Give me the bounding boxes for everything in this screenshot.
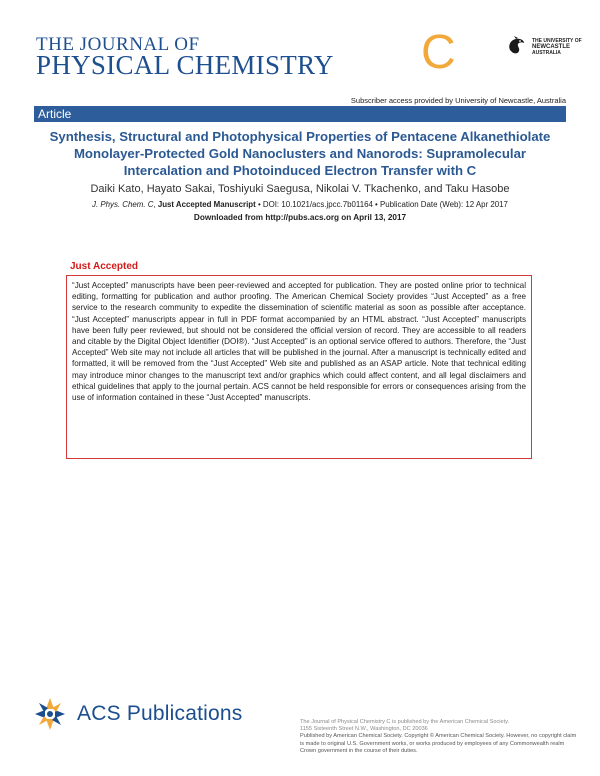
university-line2: NEWCASTLE [532, 44, 570, 50]
footer-line1: The Journal of Physical Chemistry C is published by the American Chemical Society. [300, 719, 510, 725]
just-accepted-text: “Just Accepted” manuscripts have been peer-reviewed and accepted for publication. They are posted online prior to technical editing, formatting for publication and author proofing. The American Chemical Society provides “Just Accepted” as a free service to the research community to expedite the dissemination of scientific material as soon as possible after acceptance. “Just Accepted” manuscripts appear in full in PDF format accompanied by an HTML abstract. “Just Accepted” manuscripts have been fully peer reviewed, but should not be considered the official version of record. They are accessible to all readers and citable by the Digital Object Identifier (DOI®). “Just Accepted” is an optional service offered to authors. Therefore, the “Just Accepted” Web site may not include all articles that will be published in the journal. After a manuscript is technically edited and formatted, it will be removed from the “Just Accepted” Web site and published as an ASAP article. Note that technical editing may introduce minor changes to the manuscript text and/or graphics which could affect content, and all legal disclaimers and ethical guidelines that apply to the journal pertain. ACS cannot be held responsible for errors or consequences arising from the use of information contained in these “Just Accepted” manuscripts. [72, 281, 526, 403]
university-logo [506, 36, 582, 56]
download-note: Downloaded from http://pubs.acs.org on April 13, 2017 [193, 213, 407, 222]
article-title: Synthesis, Structural and Photophysical Properties of Pentacene Alkanethiolate Monolayer-Protected Gold Nanoclusters and Nanorods: Supramolecular Intercalation and Photoinduced Electron Transfer with C [49, 129, 551, 178]
publisher-footer [300, 719, 580, 755]
footer-line2: 1155 Sixteenth Street N.W., Washington, DC 20036 [300, 726, 428, 733]
article-type-label: Article [38, 107, 72, 121]
just-accepted-box [66, 275, 532, 459]
acs-publications-logo [34, 697, 243, 731]
journal-letter-c: C [421, 26, 456, 79]
university-line1: THE UNIVERSITY OF [532, 38, 582, 44]
seahorse-icon [506, 36, 528, 56]
citation-journal: J. Phys. Chem. C [92, 200, 154, 209]
citation-status: Just Accepted Manuscript [157, 200, 256, 209]
journal-title-line2: PHYSICAL CHEMISTRY [36, 50, 334, 80]
university-line3: AUSTRALIA [532, 50, 561, 56]
subscriber-note: Subscriber access provided by University of Newcastle, Australia [350, 96, 566, 105]
article-type-bar [34, 106, 566, 122]
footer-line3: Published by American Chemical Society. Copyright © American Chemical Society. However, no copyright claim is made to original U.S. Government works, or works produced by employees of any Commonwealth realm Crown government in the course of their duties. [300, 733, 577, 754]
citation-details: • DOI: 10.1021/acs.jpcc.7b01164 • Publication Date (Web): 12 Apr 2017 [257, 200, 508, 209]
citation-line: J. Phys. Chem. C, Just Accepted Manuscript • DOI: 10.1021/acs.jpcc.7b01164 • Publication Date (Web): 12 Apr 2017 [92, 200, 508, 209]
author-list: Daiki Kato, Hayato Sakai, Toshiyuki Saegusa, Nikolai V. Tkachenko, and Taku Hasobe [90, 183, 510, 195]
journal-title-line1: THE JOURNAL OF [36, 34, 200, 55]
acs-logo-icon [34, 697, 66, 731]
just-accepted-heading: Just Accepted [70, 261, 138, 272]
publisher-name: ACS Publications [77, 702, 243, 725]
